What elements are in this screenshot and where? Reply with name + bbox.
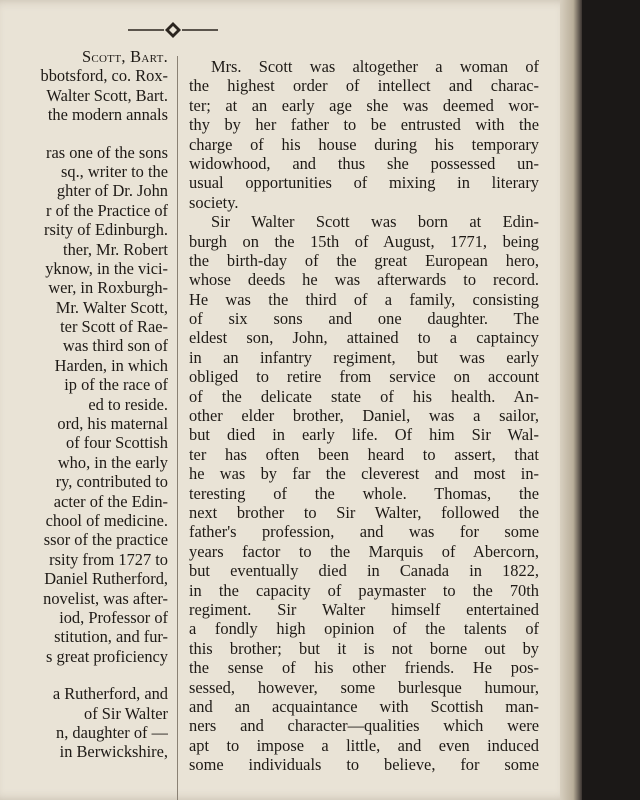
text-line: rsity of Edinburgh. bbox=[44, 220, 168, 240]
text-line: Mr. Walter Scott, bbox=[55, 297, 168, 317]
text-line: chool of medicine. bbox=[45, 510, 168, 530]
text-line: he was by far the cleverest and most in- bbox=[189, 464, 539, 484]
text-line: thy by her father to be entrusted with the bbox=[189, 115, 539, 135]
text-line: widowhood, and thus she possessed un- bbox=[189, 153, 539, 173]
text-line: the highest order of intellect and charac- bbox=[189, 76, 539, 96]
text-line: society. bbox=[189, 192, 239, 212]
paragraph-gap bbox=[0, 666, 168, 684]
text-line: eldest son, John, attained to a captaincy bbox=[189, 328, 539, 348]
text-line: the birth-day of the great European hero, bbox=[189, 250, 539, 270]
column-divider bbox=[177, 56, 178, 800]
text-line: ip of the race of bbox=[64, 375, 168, 395]
text-line: ter has often been heard to assert, that bbox=[189, 444, 539, 464]
text-line: some individuals to believe, for some bbox=[189, 755, 539, 775]
text-line: charge of his house during his temporary bbox=[189, 134, 539, 154]
text-line: ghter of Dr. John bbox=[56, 181, 168, 201]
text-line: apt to impose a little, and even induced bbox=[189, 735, 539, 755]
text-line: Scott, Bart. bbox=[82, 47, 168, 66]
text-line: usual opportunities of mixing in literary bbox=[189, 173, 539, 193]
text-line: who, in the early bbox=[57, 452, 168, 472]
text-line: wer, in Roxburgh- bbox=[48, 278, 168, 298]
page-edge bbox=[560, 0, 582, 800]
text-line: ord, his maternal bbox=[57, 414, 168, 434]
text-line: a fondly high opinion of the talents of bbox=[189, 619, 539, 639]
text-line: ners and character—qualities which were bbox=[189, 716, 539, 736]
text-line: sessed, however, some burlesque humour, bbox=[189, 677, 539, 697]
text-line: a Rutherford, and bbox=[52, 684, 168, 704]
paragraph-gap bbox=[0, 125, 168, 143]
text-line: r of the Practice of bbox=[46, 200, 168, 220]
text-line: in the capacity of paymaster to the 70th bbox=[189, 580, 539, 600]
text-line: in Berwickshire, bbox=[59, 742, 168, 762]
text-line: s great proficiency bbox=[46, 646, 168, 666]
text-line: ssor of the practice bbox=[43, 530, 168, 550]
text-line: ras one of the sons bbox=[46, 142, 168, 162]
text-line: of four Scottish bbox=[66, 433, 168, 453]
text-line: but died in early life. Of him Sir Wal- bbox=[189, 425, 539, 445]
text-line: and an acquaintance with Scottish man- bbox=[189, 696, 539, 716]
text-line: novelist, was after- bbox=[43, 588, 168, 608]
text-line: obliged to retire from service on account bbox=[189, 367, 539, 387]
text-line: of Sir Walter bbox=[84, 703, 168, 723]
text-line: this brother; but it is not borne out by bbox=[189, 638, 539, 658]
text-line: regiment. Sir Walter himself entertained bbox=[189, 599, 539, 619]
text-line: rsity from 1727 to bbox=[49, 549, 168, 569]
text-line: stitution, and fur- bbox=[54, 627, 168, 647]
text-line: yknow, in the vici- bbox=[45, 258, 168, 278]
text-line: the sense of his other friends. He pos- bbox=[189, 658, 539, 678]
text-line: He was the third of a family, consisting bbox=[189, 289, 539, 309]
text-line: but eventually died in Canada in 1822, bbox=[189, 561, 539, 581]
text-line: ter Scott of Rae- bbox=[60, 317, 168, 337]
ornament-divider-icon bbox=[128, 20, 218, 40]
text-line: of the delicate state of his health. An- bbox=[189, 386, 539, 406]
right-column bbox=[189, 57, 539, 774]
text-line: Walter Scott, Bart. bbox=[46, 85, 168, 105]
text-line: Sir Walter Scott was born at Edin- bbox=[211, 212, 539, 232]
text-line: acter of the Edin- bbox=[53, 491, 168, 511]
text-line: n, daughter of — bbox=[56, 722, 168, 742]
text-line: of six sons and one daughter. The bbox=[189, 309, 539, 329]
text-line: ry, contributed to bbox=[55, 472, 168, 492]
text-line: was third son of bbox=[62, 336, 168, 356]
text-line: ed to reside. bbox=[88, 394, 168, 414]
text-line: in an infantry regiment, but was early bbox=[189, 347, 539, 367]
text-line: teresting of the whole. Thomas, the bbox=[189, 483, 539, 503]
text-line: years factor to the Marquis of Abercorn, bbox=[189, 541, 539, 561]
text-line: bbotsford, co. Rox- bbox=[40, 66, 168, 86]
text-line: ther, Mr. Robert bbox=[63, 239, 168, 259]
text-line: other elder brother, Daniel, was a sailor, bbox=[189, 406, 539, 426]
text-line: iod, Professor of bbox=[59, 607, 168, 627]
text-line: father's profession, and was for some bbox=[189, 522, 539, 542]
text-line: whose deeds he was afterwards to record. bbox=[189, 270, 539, 290]
text-line: Harden, in which bbox=[54, 355, 168, 375]
text-line: burgh on the 15th of August, 1771, being bbox=[189, 231, 539, 251]
text-line: next brother to Sir Walter, followed the bbox=[189, 502, 539, 522]
text-line: Mrs. Scott was altogether a woman of bbox=[211, 57, 539, 76]
left-column bbox=[0, 47, 168, 762]
text-line: the modern annals bbox=[47, 105, 168, 125]
text-line: ter; at an early age she was deemed wor- bbox=[189, 95, 539, 115]
text-line: Daniel Rutherford, bbox=[44, 569, 168, 589]
text-line: sq., writer to the bbox=[61, 161, 168, 181]
